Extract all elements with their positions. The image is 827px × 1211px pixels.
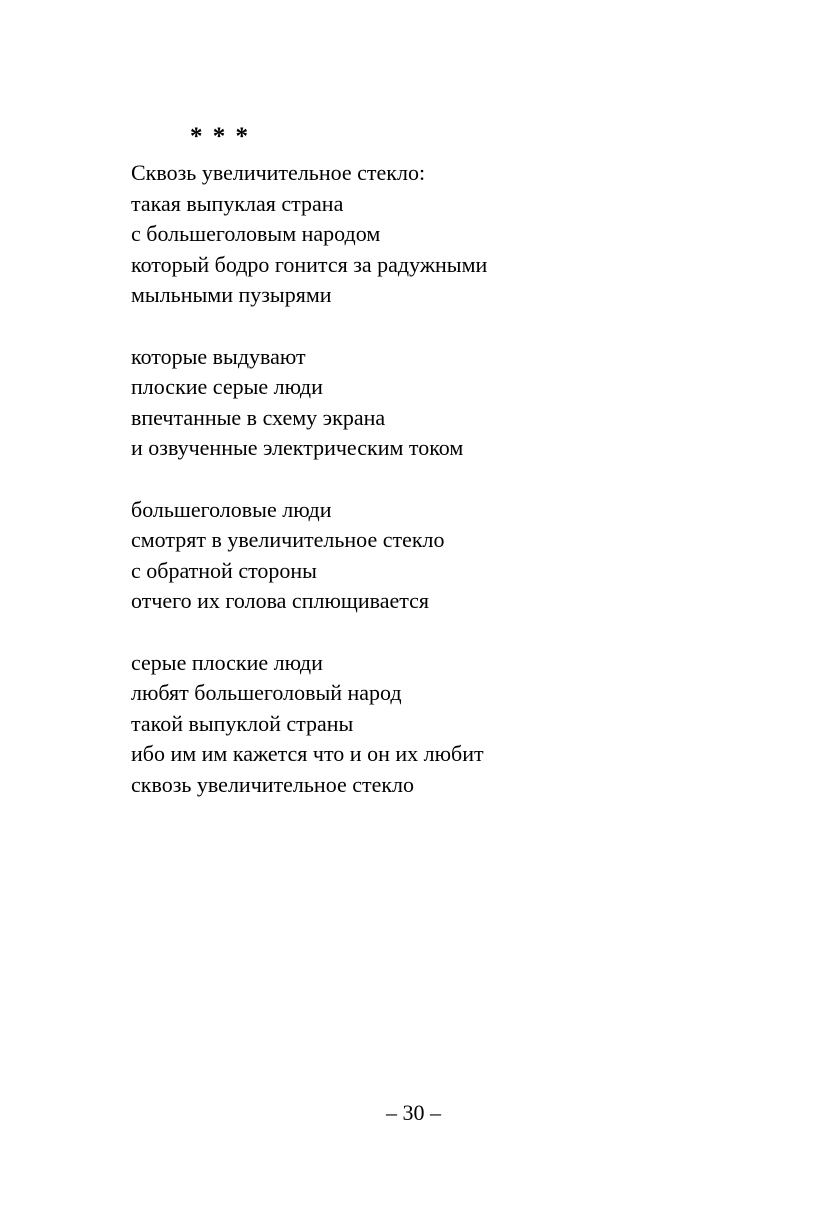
page-number: – 30 – <box>386 1100 441 1125</box>
section-separator: * * * <box>190 123 250 150</box>
stanza-2 <box>131 342 731 464</box>
stanza-1 <box>131 158 731 311</box>
poem-line: ибо им им кажется что и он их любит <box>131 741 484 767</box>
poem-line: Сквозь увеличительное стекло: <box>131 160 426 185</box>
poem <box>131 158 731 831</box>
poem-line: которые выдувают <box>131 343 306 369</box>
poem-line: с обратной стороны <box>131 557 317 583</box>
poem-line: большеголовые люди <box>131 496 332 522</box>
poem-line: любят большеголовый народ <box>131 680 402 706</box>
stanza-3 <box>131 495 731 617</box>
poem-line: такая выпуклая страна <box>131 190 344 216</box>
stanza-4 <box>131 648 731 801</box>
poem-line: с большеголовым народом <box>131 221 381 247</box>
poem-line: смотрят в увеличительное стекло <box>131 527 445 553</box>
poem-line: мыльными пузырями <box>131 282 332 308</box>
poem-line: плоские серые люди <box>131 374 323 400</box>
poem-line: сквозь увеличительное стекло <box>131 771 415 797</box>
poem-line: серые плоские люди <box>131 649 323 675</box>
poem-line: и озвученные электрическим током <box>131 435 464 461</box>
poem-line: который бодро гонится за радужными <box>131 251 488 277</box>
poem-line: такой выпуклой страны <box>131 710 354 736</box>
poem-line: впечтанные в схему экрана <box>131 404 386 430</box>
poem-line: отчего их голова сплющивается <box>131 588 429 614</box>
